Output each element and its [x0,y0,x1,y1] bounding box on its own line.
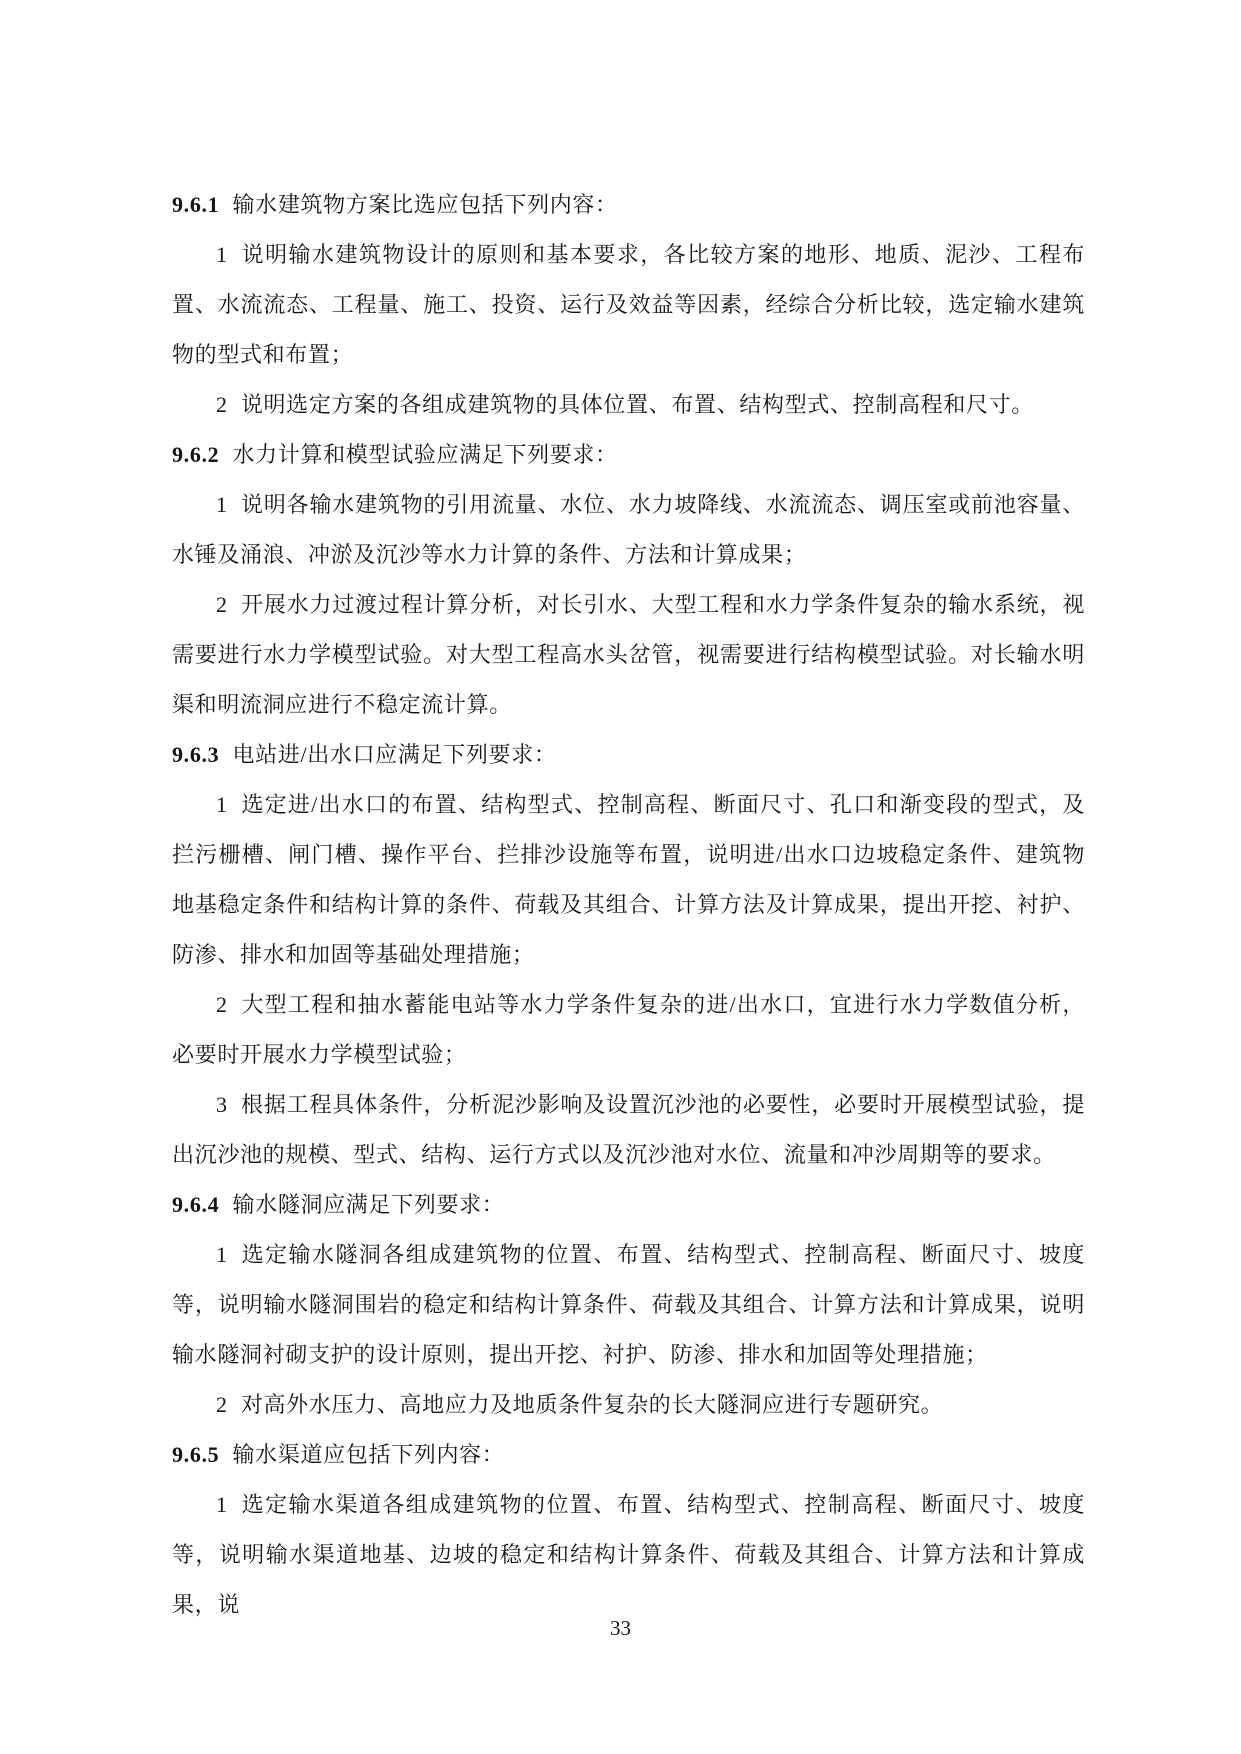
paragraph-text: 开展水力过渡过程计算分析，对长引水、大型工程和水力学条件复杂的输水系统，视需要进行水力学模型试验。对大型工程高水头岔管，视需要进行结构模型试验。对长输水明渠和明流洞应进行不稳定流计算。 [172,592,1085,717]
clause-number: 9.6.3 [172,742,220,767]
paragraph [172,1380,1085,1430]
paragraph-text: 电站进/出水口应满足下列要求： [232,742,557,767]
clause-number: 2 [216,992,228,1017]
paragraph [172,780,1085,980]
clause-number: 1 [216,1492,228,1517]
paragraph [172,230,1085,380]
paragraph [172,730,1085,780]
paragraph-text: 对高外水压力、高地应力及地质条件复杂的长大隧洞应进行专题研究。 [240,1392,944,1417]
document-body [172,180,1085,1630]
paragraph-text: 说明选定方案的各组成建筑物的具体位置、布置、结构型式、控制高程和尺寸。 [240,392,1034,417]
paragraph-text: 选定输水隧洞各组成建筑物的位置、布置、结构型式、控制高程、断面尺寸、坡度等，说明输水隧洞围岩的稳定和结构计算条件、荷载及其组合、计算方法和计算成果，说明输水隧洞衬砌支护的设计原则，提出开挖、衬护、防渗、排水和加固等处理措施； [172,1242,1085,1367]
paragraph-text: 说明输水建筑物设计的原则和基本要求，各比较方案的地形、地质、泥沙、工程布置、水流流态、工程量、施工、投资、运行及效益等因素，经综合分析比较，选定输水建筑物的型式和布置； [172,242,1085,367]
paragraph [172,580,1085,730]
clause-number: 2 [216,392,228,417]
clause-number: 9.6.1 [172,192,220,217]
clause-number: 2 [216,592,228,617]
paragraph-text: 选定进/出水口的布置、结构型式、控制高程、断面尺寸、孔口和渐变段的型式，及拦污栅槽、闸门槽、操作平台、拦排沙设施等布置，说明进/出水口边坡稳定条件、建筑物地基稳定条件和结构计算的条件、荷载及其组合、计算方法及计算成果，提出开挖、衬护、防渗、排水和加固等基础处理措施； [172,792,1085,967]
paragraph [172,1430,1085,1480]
clause-number: 9.6.4 [172,1192,220,1217]
clause-number: 3 [216,1092,228,1117]
paragraph [172,1080,1085,1180]
clause-number: 1 [216,792,228,817]
clause-number: 1 [216,1242,228,1267]
paragraph-text: 大型工程和抽水蓄能电站等水力学条件复杂的进/出水口，宜进行水力学数值分析，必要时开展水力学模型试验； [172,992,1085,1067]
paragraph-text: 输水渠道应包括下列内容： [232,1442,505,1467]
paragraph-text: 选定输水渠道各组成建筑物的位置、布置、结构型式、控制高程、断面尺寸、坡度等，说明输水渠道地基、边坡的稳定和结构计算条件、荷载及其组合、计算方法和计算成果，说 [172,1492,1085,1617]
paragraph [172,980,1085,1080]
paragraph-text: 根据工程具体条件，分析泥沙影响及设置沉沙池的必要性，必要时开展模型试验，提出沉沙池的规模、型式、结构、运行方式以及沉沙池对水位、流量和冲沙周期等的要求。 [172,1092,1085,1167]
paragraph-text: 输水隧洞应满足下列要求： [232,1192,505,1217]
paragraph [172,1180,1085,1230]
paragraph-text: 说明各输水建筑物的引用流量、水位、水力坡降线、水流流态、调压室或前池容量、水锤及涌浪、冲淤及沉沙等水力计算的条件、方法和计算成果； [172,492,1085,567]
clause-number: 1 [216,492,228,517]
clause-number: 1 [216,242,228,267]
paragraph [172,380,1085,430]
paragraph-text: 水力计算和模型试验应满足下列要求： [232,442,618,467]
clause-number: 9.6.5 [172,1442,220,1467]
page-number: 33 [610,1616,631,1640]
clause-number: 2 [216,1392,228,1417]
clause-number: 9.6.2 [172,442,220,467]
paragraph [172,180,1085,230]
paragraph [172,430,1085,480]
paragraph [172,1230,1085,1380]
paragraph [172,480,1085,580]
paragraph-text: 输水建筑物方案比选应包括下列内容： [232,192,618,217]
